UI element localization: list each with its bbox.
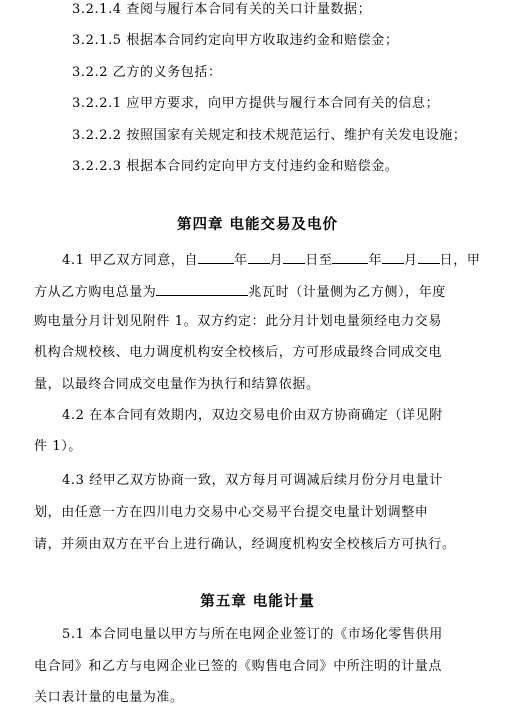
end-month-blank — [382, 249, 404, 264]
end-year-blank — [332, 249, 368, 264]
start-day-blank — [283, 249, 305, 264]
end-month-label: 月 — [404, 253, 418, 268]
clause-4-1-line-3: 购电量分月计划见附件 1。双方约定：此分月计划电量须经电力交易 — [34, 314, 443, 329]
clause-4-1-line-5: 量，以最终合同成交电量作为执行和结算依据。 — [34, 377, 320, 392]
clause-3-2-1-4: 3.2.1.4 查阅与履行本合同有关的关口计量数据； — [72, 2, 372, 17]
total-purchase-unit: 兆瓦时（计量侧为乙方侧），年度 — [248, 285, 446, 300]
start-month-label: 月 — [269, 253, 284, 268]
total-purchase-label: 方从乙方购电总量为 — [34, 285, 157, 300]
clause-3-2-2-title: 3.2.2 乙方的义务包括： — [72, 65, 222, 80]
clause-3-2-2-2: 3.2.2.2 按照国家有关规定和技术规范运行、维护有关发电设施； — [72, 128, 467, 143]
clause-4-1-prefix: 4.1 甲乙双方同意，自 — [62, 253, 199, 268]
start-year-label: 年 — [234, 253, 248, 268]
clause-4-3-line-2: 划，由任意一方在四川电力交易中心交易平台提交电量计划调整申 — [34, 505, 429, 520]
start-day-label: 日至 — [305, 253, 333, 268]
end-day-label: 日，甲 — [439, 253, 481, 268]
clause-3-2-1-5: 3.2.1.5 根据本合同约定向甲方收取违约金和赔偿金； — [72, 33, 399, 48]
clause-3-2-2-1: 3.2.2.1 应甲方要求，向甲方提供与履行本合同有关的信息； — [72, 96, 440, 111]
end-year-label: 年 — [368, 253, 383, 268]
start-month-blank — [248, 249, 270, 264]
clause-4-1-line-1 — [62, 249, 480, 271]
clause-4-2-line-1: 4.2 在本合同有效期内，双边交易电价由双方协商确定（详见附 — [62, 408, 443, 423]
clause-4-1-line-2 — [34, 281, 446, 303]
clause-4-3-line-3: 请，并须由双方在平台上进行确认，经调度机构安全校核后方可执行。 — [34, 537, 456, 552]
total-purchase-blank — [156, 281, 248, 296]
end-day-blank — [418, 249, 440, 264]
chapter-5-heading: 第五章 电能计量 — [200, 594, 315, 610]
clause-3-2-2-3: 3.2.2.3 根据本合同约定向甲方支付违约金和赔偿金。 — [72, 159, 399, 174]
clause-4-3-line-1: 4.3 经甲乙双方协商一致，双方每月可调减后续月份分月电量计 — [62, 473, 443, 488]
chapter-4-heading: 第四章 电能交易及电价 — [176, 217, 339, 233]
clause-4-2-line-2: 件 1）。 — [34, 439, 82, 454]
clause-4-1-line-4: 机构合规校核、电力调度机构安全校核后，方可形成最终合同成交电 — [34, 345, 443, 360]
start-year-blank — [198, 249, 234, 264]
clause-5-1-line-3: 关口表计量的电量为准。 — [34, 690, 184, 705]
clause-5-1-line-1: 5.1 本合同电量以甲方与所在电网企业签订的《市场化零售供用 — [62, 627, 443, 642]
clause-5-1-line-2: 电合同》和乙方与电网企业已签的《购售电合同》中所注明的计量点 — [34, 659, 443, 674]
